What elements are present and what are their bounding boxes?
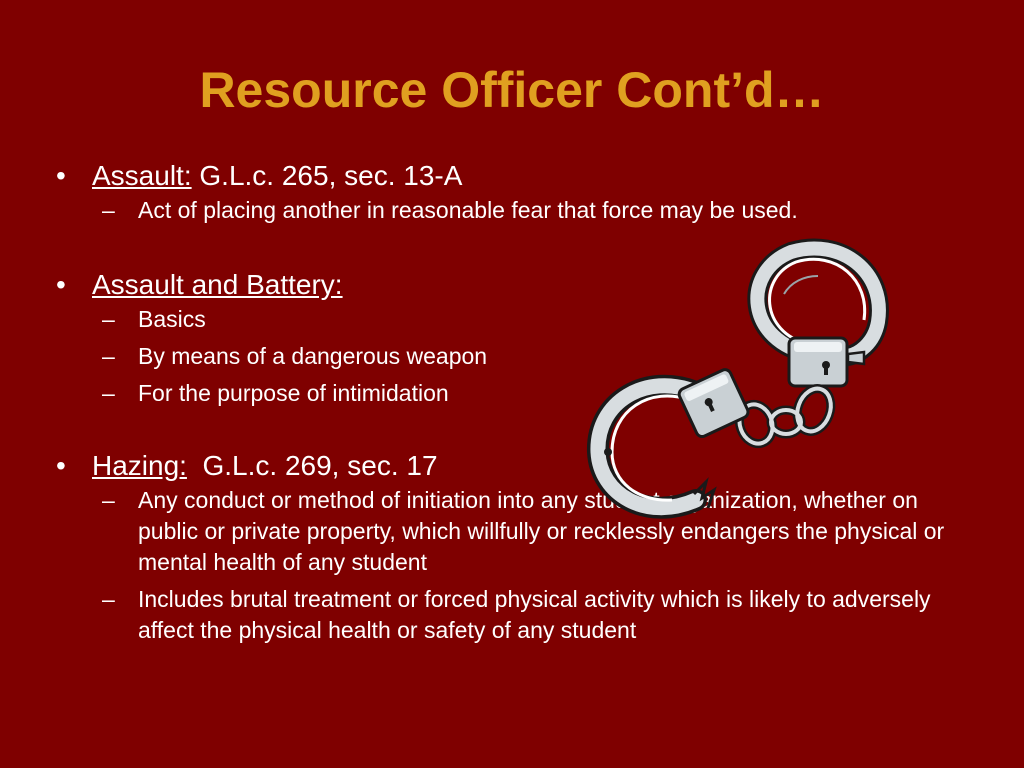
sub-item-text: Any conduct or method of initiation into any student organization, whether on public or private property, which willfully or recklessly endangers the physical or mental health of any student (138, 487, 945, 575)
sub-item (56, 584, 976, 646)
slide-title: Resource Officer Cont’d… (199, 62, 825, 118)
bullet-citation: G.L.c. 265, sec. 13-A (191, 160, 463, 191)
dash-marker: – (102, 586, 115, 612)
bullet-heading: Assault: (92, 160, 192, 191)
dash-marker: – (102, 380, 115, 406)
dash-marker: – (102, 487, 115, 513)
sub-item-text: By means of a dangerous weapon (138, 343, 488, 369)
dash-marker: – (102, 306, 115, 332)
sub-item-text: Basics (138, 306, 206, 332)
sub-list (56, 195, 976, 226)
bullet-citation: G.L.c. 269, sec. 17 (186, 450, 438, 481)
bullet-heading: Hazing: (92, 450, 187, 481)
bullet-heading: Assault and Battery: (92, 269, 343, 300)
bullet-marker: • (56, 269, 66, 300)
sub-item-text: Act of placing another in reasonable fear that force may be used. (138, 197, 798, 223)
sub-item-text: Includes brutal treatment or forced physical activity which is likely to adversely affect the physical health or safety of any student (138, 586, 931, 643)
dash-marker: – (102, 197, 115, 223)
sub-item (56, 195, 976, 226)
dash-marker: – (102, 343, 115, 369)
handcuffs-icon (586, 232, 896, 524)
bullet-marker: • (56, 450, 66, 481)
sub-item-text: For the purpose of intimidation (138, 380, 449, 406)
bullet-marker: • (56, 160, 66, 191)
bullet-assault (56, 159, 976, 193)
